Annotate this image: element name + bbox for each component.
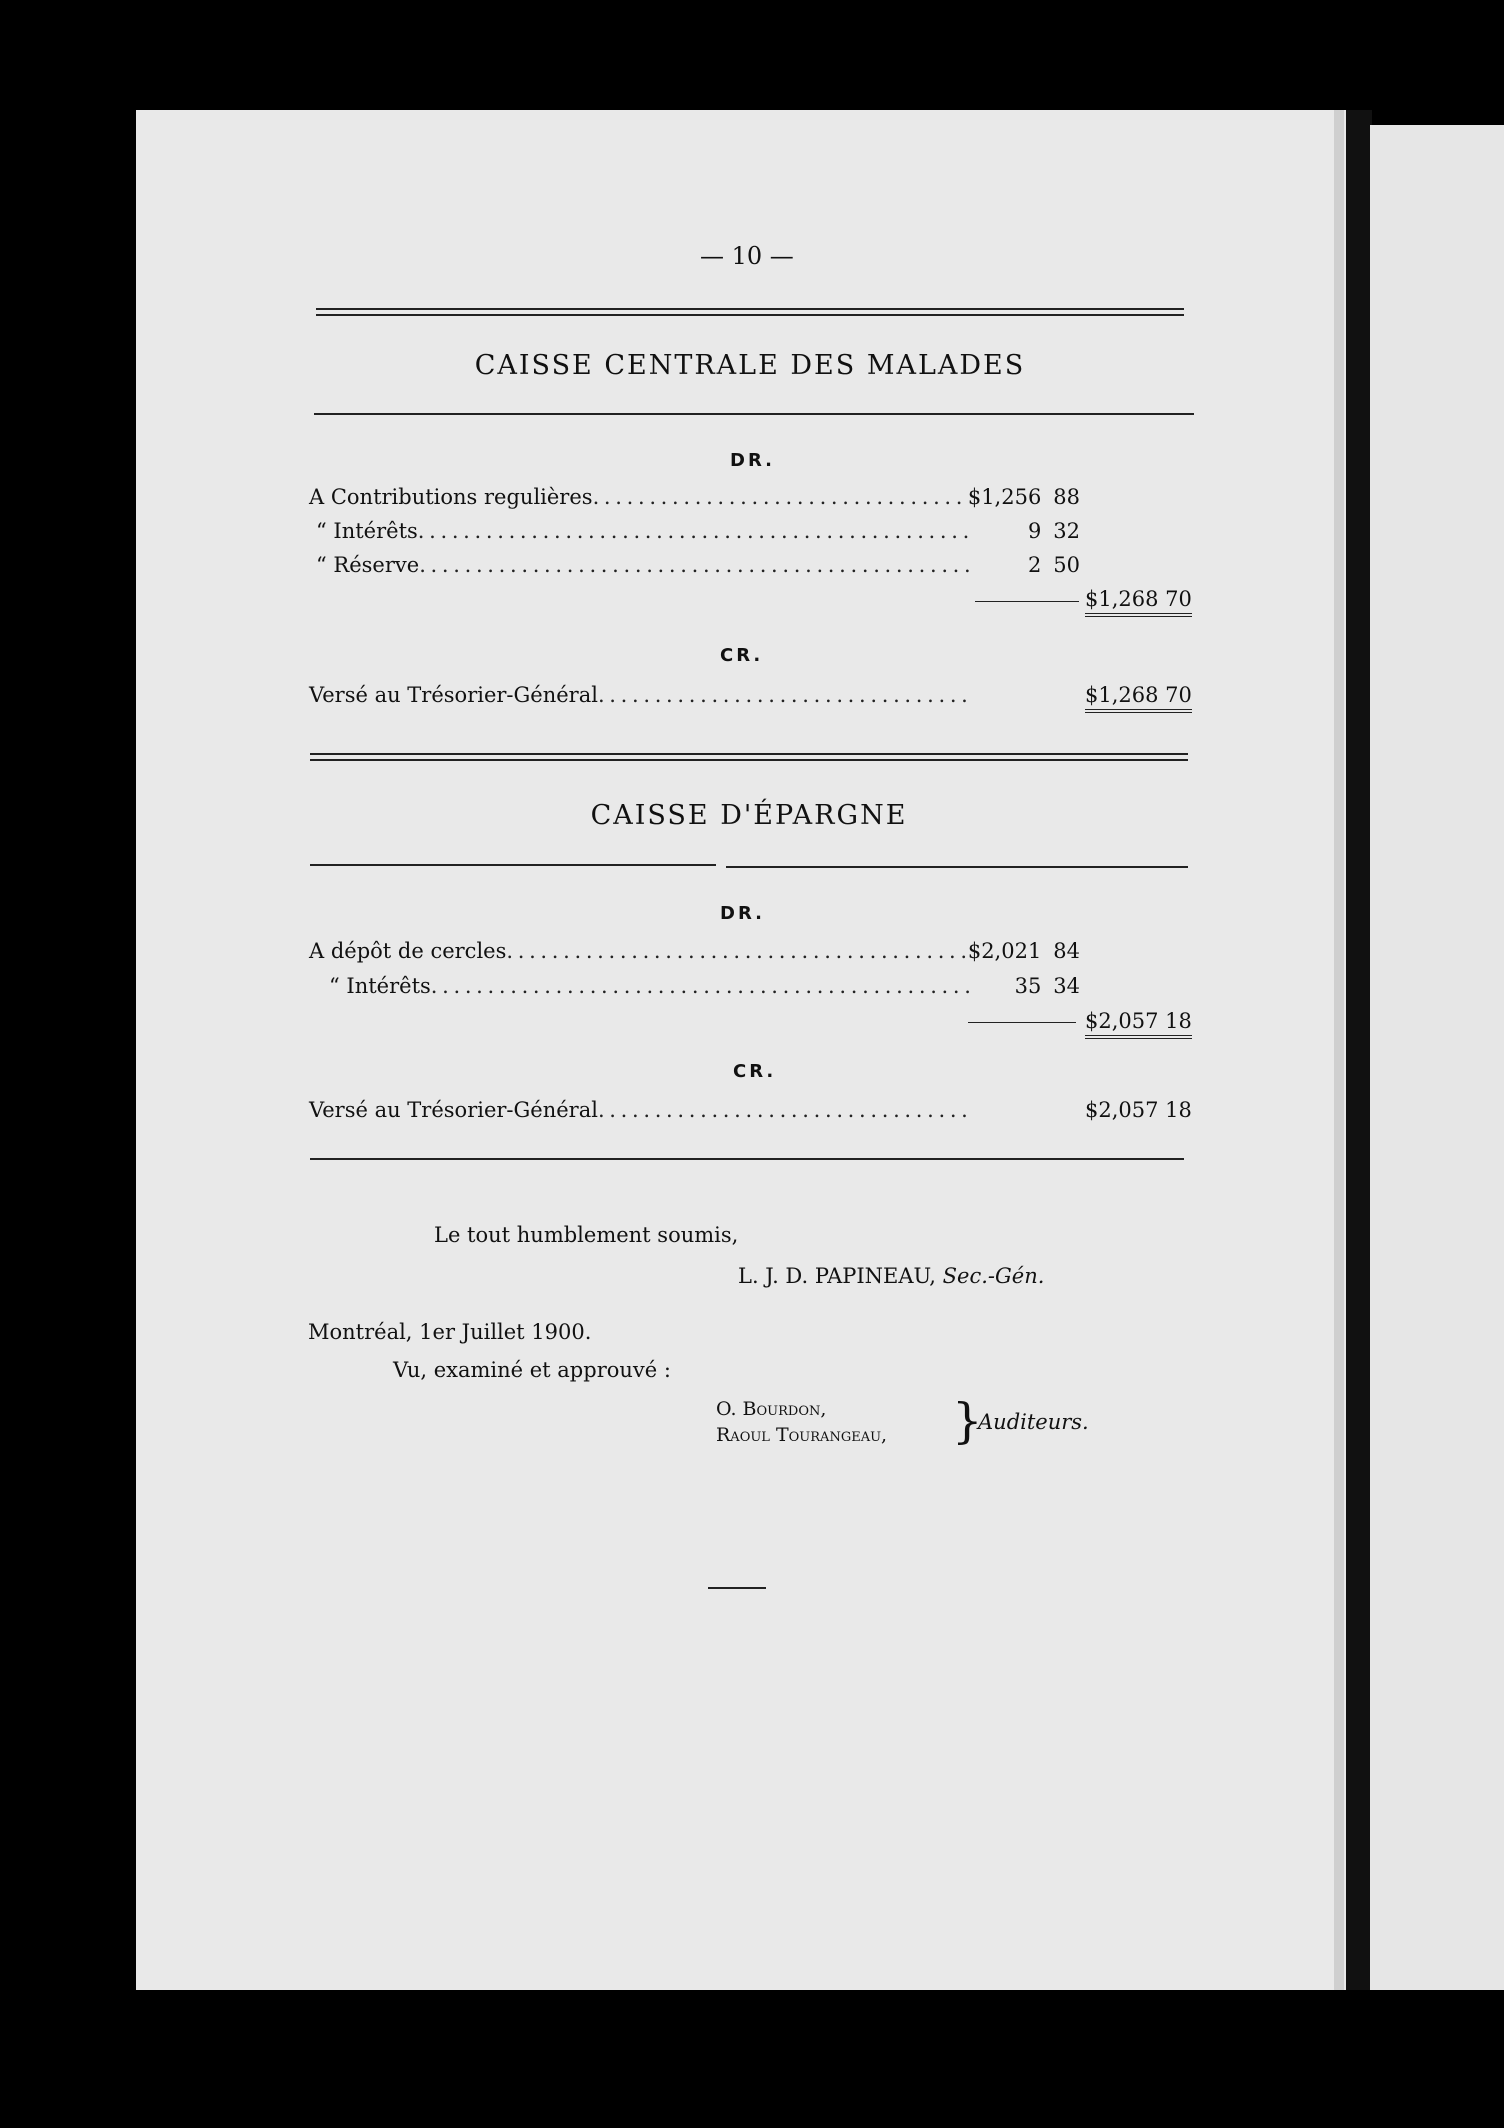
total-amount <box>1085 683 1192 713</box>
total-amount <box>1085 587 1192 617</box>
amount-dollars: 2 <box>1027 553 1042 577</box>
amount-cents: 34 <box>1053 974 1080 998</box>
amount-cents: 50 <box>1053 553 1080 577</box>
auditors-label: Auditeurs. <box>978 1410 1089 1434</box>
row-label: “ Réserve <box>316 553 420 577</box>
credit-amount <box>1085 683 1191 707</box>
credit-amount <box>1085 1098 1191 1122</box>
row-label: “ Intérêts <box>316 519 418 543</box>
row-label: “ Intérêts <box>329 974 431 998</box>
row-label: A Contributions regulières <box>309 485 593 509</box>
section-divider <box>316 308 1184 316</box>
dot-leader <box>598 1098 969 1130</box>
section-total <box>1085 587 1191 611</box>
dot-leader <box>598 683 969 715</box>
row-amount <box>960 974 1080 998</box>
brace-glyph: } <box>952 1393 983 1449</box>
facing-page-edge <box>1370 125 1504 1990</box>
ledger-row <box>309 939 969 971</box>
amount-cents: 88 <box>1053 485 1080 509</box>
row-amount <box>960 939 1080 963</box>
total-cents: 70 <box>1165 587 1192 611</box>
end-mark <box>708 1587 766 1589</box>
section-end-rule <box>310 1158 1184 1160</box>
place-date: Montréal, 1er Juillet 1900. <box>308 1320 592 1344</box>
row-label: Versé au Trésorier-Général <box>309 683 598 707</box>
debit-heading: DR. <box>720 903 765 924</box>
amount-dollars: $2,021 <box>967 939 1042 963</box>
total-cents: 18 <box>1165 1009 1192 1033</box>
page-number: — 10 — <box>700 242 794 270</box>
ledger-row <box>309 1098 969 1130</box>
dot-leader <box>419 553 969 585</box>
section-title: CAISSE D'ÉPARGNE <box>590 800 908 831</box>
section-title: CAISSE CENTRALE DES MALADES <box>474 350 1026 381</box>
row-amount <box>960 519 1080 543</box>
total-dollars: $2,057 <box>1085 1009 1159 1033</box>
page-gutter-shadow <box>1334 110 1344 1990</box>
auditor-name: Raoul Tourangeau, <box>716 1424 888 1446</box>
credit-cents: 70 <box>1165 683 1192 707</box>
credit-heading: CR. <box>720 645 764 666</box>
ledger-row <box>309 974 969 1006</box>
amount-cents: 84 <box>1053 939 1080 963</box>
credit-dollars: $1,268 <box>1085 683 1159 707</box>
dot-leader <box>506 939 969 971</box>
section-divider <box>310 753 1188 761</box>
row-amount <box>960 553 1080 577</box>
title-rule <box>310 864 716 866</box>
amount-cents: 32 <box>1053 519 1080 543</box>
dot-leader <box>418 519 969 551</box>
credit-heading: CR. <box>733 1061 777 1082</box>
amount-dollars: $1,256 <box>967 485 1042 509</box>
subtotal-rule <box>975 601 1079 602</box>
credit-cents: 18 <box>1165 1098 1192 1122</box>
section-total <box>1085 1009 1191 1033</box>
dot-leader <box>431 974 969 1006</box>
row-amount <box>960 485 1080 509</box>
ledger-row <box>309 683 969 715</box>
total-dollars: $1,268 <box>1085 587 1159 611</box>
dot-leader <box>593 485 969 517</box>
signatory <box>738 1264 1044 1288</box>
subtotal-rule <box>968 1022 1076 1023</box>
ledger-row <box>309 519 969 551</box>
row-label: Versé au Trésorier-Général <box>309 1098 598 1122</box>
total-amount <box>1085 1009 1192 1039</box>
row-label: A dépôt de cercles <box>309 939 507 963</box>
book-spine <box>1346 110 1372 1990</box>
amount-dollars: 35 <box>1014 974 1042 998</box>
document-page <box>136 110 1358 1990</box>
ledger-row <box>309 485 969 517</box>
credit-dollars: $2,057 <box>1085 1098 1159 1122</box>
signatory-title: Sec.-Gén. <box>942 1264 1045 1288</box>
submission-line: Le tout humblement soumis, <box>434 1223 739 1247</box>
amount-dollars: 9 <box>1027 519 1042 543</box>
title-rule <box>314 413 1194 415</box>
ledger-row <box>309 553 969 585</box>
auditor-name: O. Bourdon, <box>716 1398 827 1420</box>
title-rule <box>726 866 1188 868</box>
signatory-name: L. J. D. PAPINEAU, <box>738 1264 936 1288</box>
approval-line: Vu, examiné et approuvé : <box>393 1358 671 1382</box>
debit-heading: DR. <box>730 450 775 471</box>
